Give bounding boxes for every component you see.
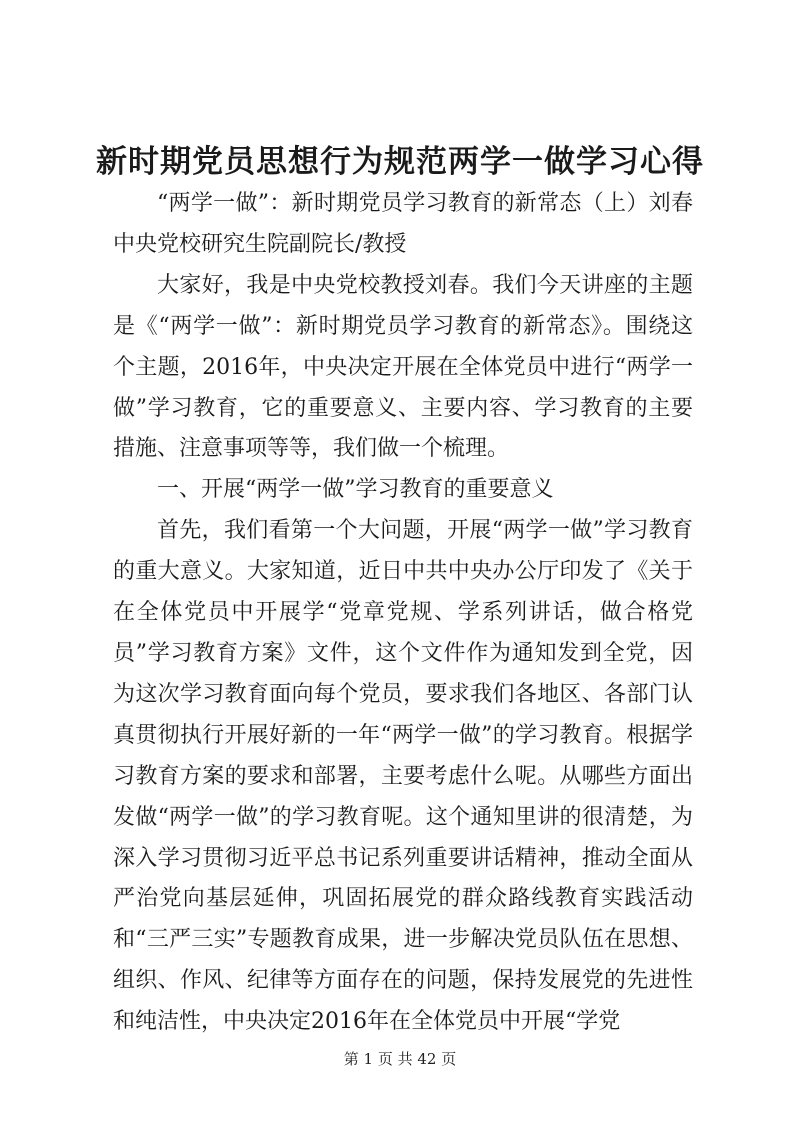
document-body xyxy=(113,184,693,1043)
body-paragraph: 首先，我们看第一个大问题，开展“两学一做”学习教育的重大意义。大家知道，近日中共中央办公厅印发了《关于在全体党员中开展学“党章党规、学系列讲话，做合格党员”学习教育方案》文件，这个文件作为通知发到全党，因为这次学习教育面向每个党员，要求我们各地区、各部门认真贯彻执行开展好新的一年“两学一做”的学习教育。根据学习教育方案的要求和部署，主要考虑什么呢。从哪些方面出发做“两学一做”的学习教育呢。这个通知里讲的很清楚，为深入学习贯彻习近平总书记系列重要讲话精神，推动全面从严治党向基层延伸，巩固拓展党的群众路线教育实践活动和“三严三实”专题教育成果，进一步解决党员队伍在思想、组织、作风、纪律等方面存在的问题，保持发展党的先进性和纯洁性，中央决定2016年在全体党员中开展“学党 xyxy=(113,518,693,1035)
section-heading: 一、开展“两学一做”学习教育的重要意义 xyxy=(157,477,554,503)
intro-paragraph: 大家好，我是中央党校教授刘春。我们今天讲座的主题是《“两学一做”：新时期党员学习教育的新常态》。围绕这个主题，2016年，中央决定开展在全体党员中进行“两学一做”学习教育，它的重要意义、主要内容、学习教育的主要措施、注意事项等等，我们做一个梳理。 xyxy=(113,272,693,462)
page-footer: 第 1 页 共 42 页 xyxy=(343,1050,457,1068)
subtitle-paragraph: “两学一做”：新时期党员学习教育的新常态（上）刘春中央党校研究生院副院长/教授 xyxy=(113,191,693,257)
document-title: 新时期党员思想行为规范两学一做学习心得 xyxy=(96,144,704,180)
